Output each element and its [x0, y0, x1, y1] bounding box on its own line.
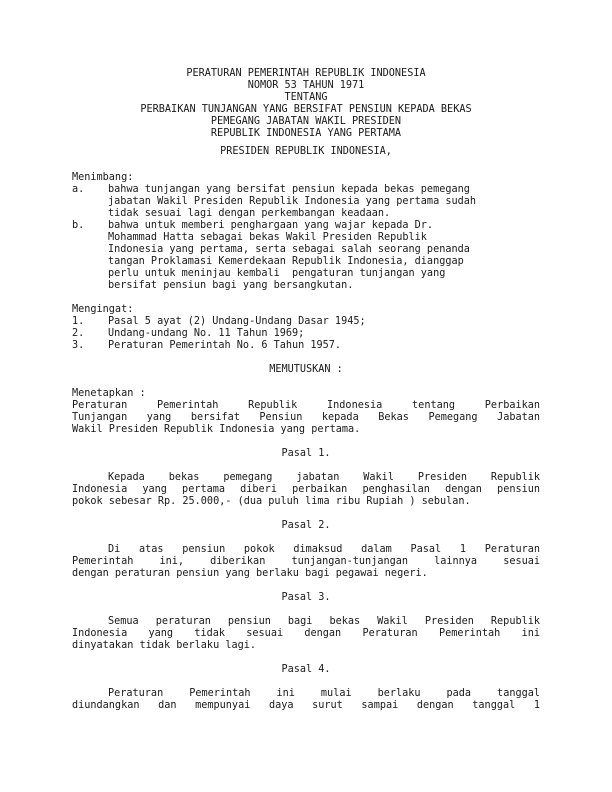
pasal-4-line-2: diundangkan dan mempunyai daya surut sampai dengan tanggal 1: [72, 700, 540, 711]
menimbang-b-line-4: tangan Proklamasi Kemerdekaan Republik Indonesia, dianggap: [108, 256, 464, 267]
menetapkan-line-2: Tunjangan yang bersifat Pensiun kepada Bekas Pemegang Jabatan: [72, 412, 540, 423]
pasal-4-body: [72, 688, 540, 712]
menimbang-b-line-1: bahwa untuk memberi penghargaan yang wajar kepada Dr.: [108, 220, 434, 231]
pasal-1-line-2: Indonesia yang pertama diberi perbaikan penghasilan dengan pensiun: [72, 484, 540, 495]
pasal-2-line-1: Di atas pensiun pokok dimaksud dalam Pasal 1 Peraturan: [108, 544, 540, 555]
mengingat-item-1: [72, 316, 540, 328]
pasal-1-line-1: Kepada bekas pemegang jabatan Wakil Presiden Republik: [108, 472, 540, 483]
pasal-2-body: [72, 544, 540, 580]
header-line-subject-3: REPUBLIK INDONESIA YANG PERTAMA: [210, 128, 402, 139]
mengingat-marker-2: 2.: [72, 328, 85, 339]
menimbang-b-line-5: perlu untuk meninjau kembali pengaturan tunjangan yang: [108, 268, 446, 279]
pasal-3-body: [72, 616, 540, 652]
mengingat-marker-1: 1.: [72, 316, 85, 327]
pasal-2-title: Pasal 2.: [281, 520, 331, 531]
menimbang-label: Menimbang:: [72, 172, 134, 183]
pasal-4-line-1: Peraturan Pemerintah ini mulai berlaku pada tanggal: [108, 688, 540, 699]
menimbang-b-line-2: Mohammad Hatta sebagai bekas Wakil Presiden Republik: [108, 232, 427, 243]
menimbang-b-line-6: bersifat pensiun bagi yang bersangkutan.: [108, 280, 354, 291]
mengingat-label: Mengingat:: [72, 304, 134, 315]
menimbang-b-line-3: Indonesia yang pertama, serta sebagai salah seorang penanda: [108, 244, 470, 255]
pasal-1-body: [72, 472, 540, 508]
pasal-3-line-1: Semua peraturan pensiun bagi bekas Wakil Presiden Republik: [108, 616, 540, 627]
menetapkan-line-1: Peraturan Pemerintah Republik Indonesia tentang Perbaikan: [72, 400, 540, 411]
menimbang-item-a: [72, 184, 540, 220]
menimbang-marker-b: b.: [72, 220, 85, 231]
pasal-2-line-3: dengan peraturan pensiun yang berlaku bagi pegawai negeri.: [72, 568, 428, 579]
header-line-tentang: TENTANG: [284, 92, 328, 103]
pasal-4-title: Pasal 4.: [281, 664, 331, 675]
pasal-3-line-2: Indonesia yang tidak sesuai dengan Peraturan Pemerintah ini: [72, 628, 540, 639]
pasal-1-title: Pasal 1.: [281, 448, 331, 459]
document-page: [72, 68, 540, 712]
menimbang-item-b: [72, 220, 540, 292]
president-line: PRESIDEN REPUBLIK INDONESIA,: [220, 146, 392, 157]
mengingat-text-1: Pasal 5 ayat (2) Undang-Undang Dasar 1945;: [108, 316, 366, 327]
header-line-regulation: PERATURAN PEMERINTAH REPUBLIK INDONESIA: [186, 68, 426, 79]
memutuskan-heading: MEMUTUSKAN :: [269, 364, 343, 375]
pasal-3-line-3: dinyatakan tidak berlaku lagi.: [72, 640, 257, 651]
menimbang-a-line-2: jabatan Wakil Presiden Republik Indonesia yang pertama sudah: [108, 196, 477, 207]
mengingat-item-2: [72, 328, 540, 340]
header-line-number: NOMOR 53 TAHUN 1971: [247, 80, 365, 91]
menetapkan-label: Menetapkan :: [72, 388, 146, 399]
pasal-1-line-3: pokok sebesar Rp. 25.000,- (dua puluh lima ribu Rupiah ) sebulan.: [72, 496, 471, 507]
pasal-3-title: Pasal 3.: [281, 592, 331, 603]
mengingat-item-3: [72, 340, 540, 352]
document-header: [72, 68, 540, 140]
mengingat-marker-3: 3.: [72, 340, 85, 351]
mengingat-section: [72, 304, 540, 352]
menetapkan-section: [72, 388, 540, 436]
menetapkan-line-3: Wakil Presiden Republik Indonesia yang pertama.: [72, 424, 361, 435]
pasal-2-line-2: Pemerintah ini, diberikan tunjangan-tunjangan lainnya sesuai: [72, 556, 540, 567]
menimbang-section: [72, 172, 540, 292]
mengingat-text-3: Peraturan Pemerintah No. 6 Tahun 1957.: [108, 340, 342, 351]
menimbang-a-line-3: tidak sesuai lagi dengan perkembangan keadaan.: [108, 208, 391, 219]
header-line-subject-2: PEMEGANG JABATAN WAKIL PRESIDEN: [210, 116, 402, 127]
menimbang-marker-a: a.: [72, 184, 85, 195]
header-line-subject-1: PERBAIKAN TUNJANGAN YANG BERSIFAT PENSIUN KEPADA BEKAS: [140, 104, 472, 115]
menimbang-a-line-1: bahwa tunjangan yang bersifat pensiun kepada bekas pemegang: [108, 184, 470, 195]
mengingat-text-2: Undang-undang No. 11 Tahun 1969;: [108, 328, 305, 339]
